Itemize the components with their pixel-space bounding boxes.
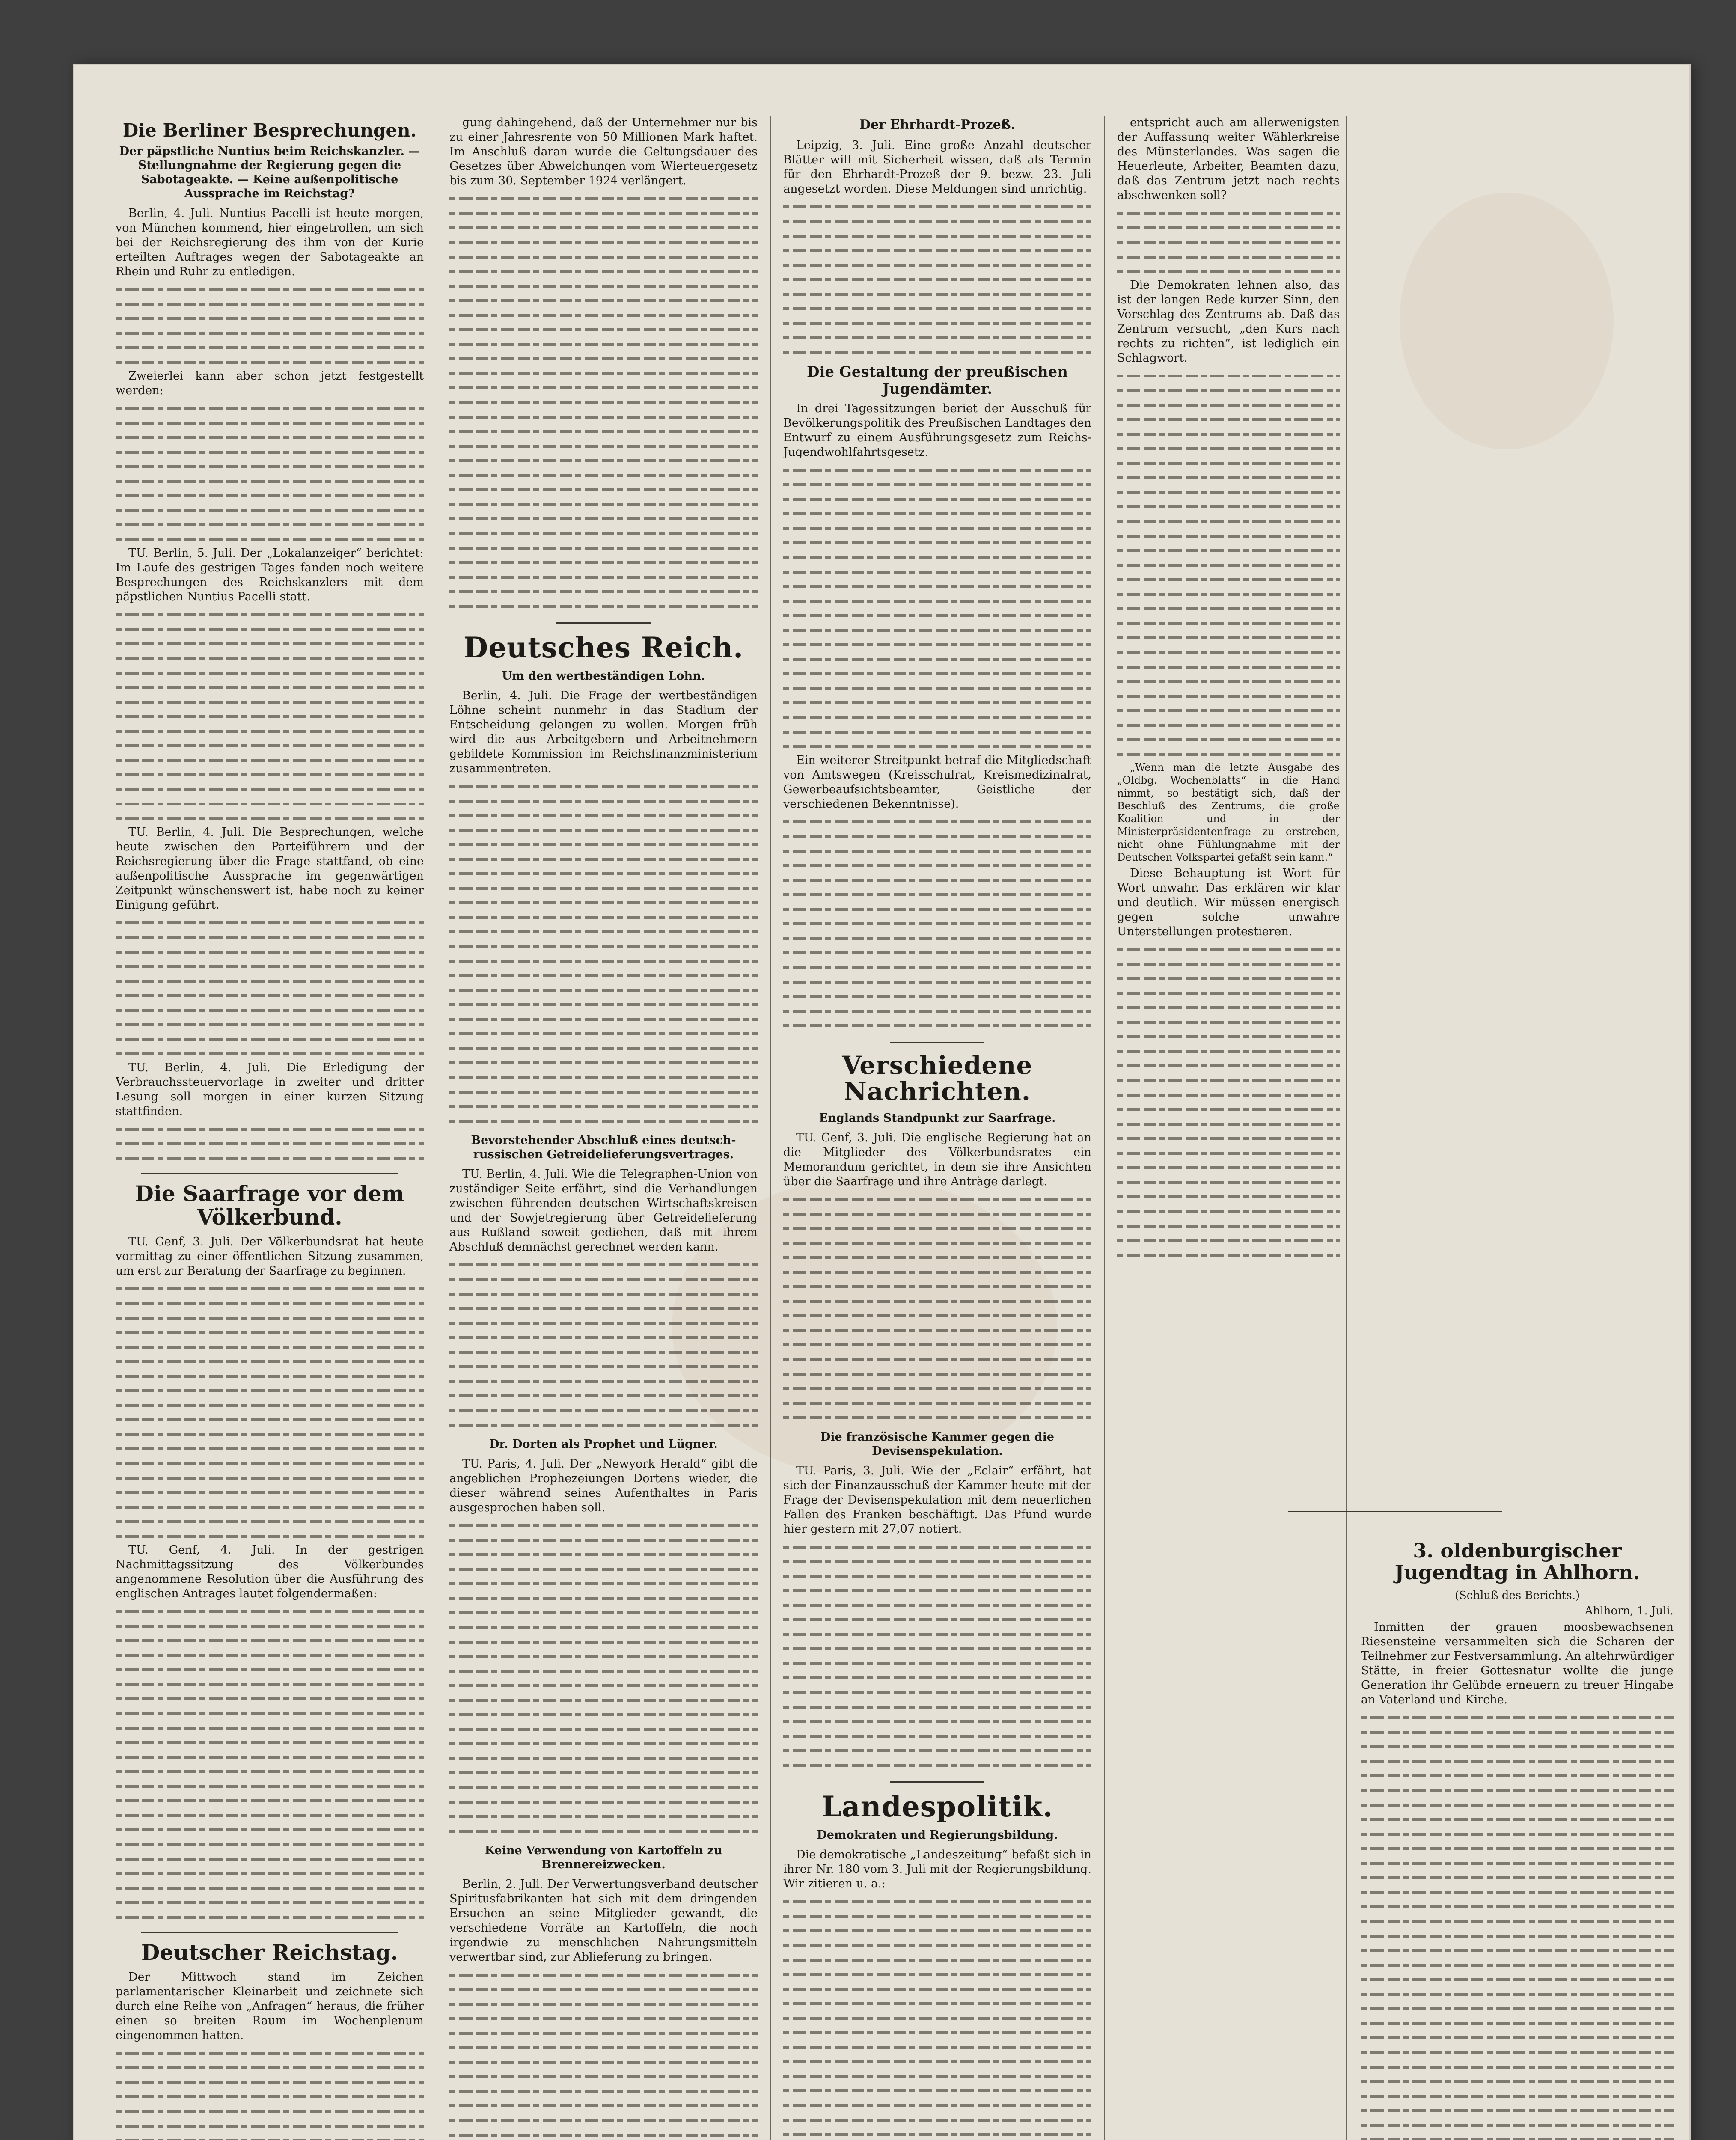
body-text-lines — [783, 1894, 1091, 2140]
paragraph: TU. Berlin, 4. Juli. Wie die Telegraphen-Union von zuständiger Seite erfährt, sind die Verhandlungen zwischen führenden deutschen Wirtschaftskreisen und der Sowjetregierung über Getreidelieferung aus Rußland soweit gediehen, daß mit ihrem Abschluß demnächst gerechnet werden kann. — [449, 1168, 758, 1254]
paragraph: entspricht auch am allerwenigsten der Auffassung weiter Wählerkreise des Münsterlandes. Was sagen die Heuerleute, Arbeiter, Beamten dazu, daß das Zentrum jetzt nach rechts abschwenken soll? — [1117, 116, 1340, 202]
body-text-lines — [449, 1518, 758, 1838]
section-headline: Deutsches Reich. — [463, 631, 744, 664]
article-headline: 3. oldenburgischer Jugendtag in Ahlhorn. — [1394, 1539, 1640, 1584]
article-divider — [890, 1042, 984, 1043]
paragraph: Zweierlei kann aber schon jetzt festgestellt werden: — [116, 369, 424, 398]
body-text-lines — [116, 1121, 424, 1165]
paragraph: Berlin, 4. Juli. Nuntius Pacelli ist heute morgen, von München kommend, hier eingetroffen, um sich bei der Reichsregierung des ihm von der Kurie erteilten Auftrages wegen der Sabotageakte an Rhein und Ruhr zu entledigen. — [116, 207, 424, 279]
article-headline: Die Saarfrage vor dem Völkerbund. — [135, 1181, 404, 1230]
body-text-lines — [1361, 1710, 1674, 2140]
paragraph: TU. Paris, 3. Juli. Wie der „Eclair“ erfährt, hat sich der Finanzausschuß der Kammer heute mit der Frage der Devisenspekulation mit dem neuerlichen Fallen des Franken beschäftigt. Das Pfund wurde hier gestern mit 27,07 notiert. — [783, 1464, 1091, 1536]
section-headline: Verschiedene Nachrichten. — [842, 1051, 1033, 1106]
article-divider — [141, 1173, 398, 1174]
body-text-lines — [783, 199, 1091, 359]
body-text-lines — [116, 401, 424, 546]
body-text-lines — [449, 779, 758, 1128]
article-subheadline: Der päpstliche Nuntius beim Reichskanzler. — Stellungnahme der Regierung gegen die Sabotageakte. — Keine außenpolitische Aussprache im Reichstag? — [119, 145, 420, 201]
column-3 — [783, 116, 1091, 2140]
paragraph: TU. Genf, 4. Juli. In der gestrigen Nachmittagssitzung des Völkerbundes angenommene Resolution über die Ausführung des englischen Antrages lautet folgendermaßen: — [116, 1543, 424, 1601]
article-headline: Die französische Kammer gegen die Devisenspekulation. — [820, 1430, 1055, 1458]
paragraph: TU. Paris, 4. Juli. Der „Newyork Herald“ gibt die angeblichen Prophezeiungen Dortens wieder, die dieser während seines Aufenthaltes in Paris ausgesprochen haben soll. — [449, 1457, 758, 1515]
article-headline: Die Gestaltung der preußischen Jugendämter. — [807, 363, 1068, 398]
paper-stain — [1400, 193, 1614, 449]
column-2 — [449, 116, 758, 2140]
body-text-lines — [1117, 205, 1340, 278]
paragraph: In drei Tagessitzungen beriet der Ausschuß für Bevölkerungspolitik des Preußischen Landtages den Entwurf zu einem Ausführungsgesetz zum Reichs-Jugendwohlfahrtsgesetz. — [783, 402, 1091, 459]
body-text-lines — [1117, 368, 1340, 761]
article-divider — [1288, 1511, 1502, 1512]
body-text-lines — [1117, 942, 1340, 1262]
article-headline: Dr. Dorten als Prophet und Lügner. — [489, 1438, 718, 1451]
newspaper-page — [73, 64, 1691, 2140]
article-subheadline: Um den wertbeständigen Lohn. — [502, 669, 705, 683]
paragraph: Berlin, 2. Juli. Der Verwertungsverband deutscher Spiritusfabrikanten hat sich mit dem dringenden Ersuchen an seine Mitglieder gewandt, die verschiedene Vorräte an Kartoffeln, die noch irgendwie zu menschlichen Nahrungsmitteln verwertbar sind, zur Ablieferung zu bringen. — [449, 1877, 758, 1964]
body-text-lines — [449, 191, 758, 613]
body-text-lines — [783, 814, 1091, 1032]
column-rule — [770, 116, 771, 2140]
paragraph: gung dahingehend, daß der Unternehmer nur bis zu einer Jahresrente von 50 Millionen Mark haftet. Im Anschluß daran wurde die Geltungsdauer des Gesetzes über Abweichungen vom Wierteuergesetz bis zum 30. September 1924 verlängert. — [449, 116, 758, 187]
body-text-lines — [116, 2045, 424, 2140]
paragraph: TU. Berlin, 4. Juli. Die Besprechungen, welche heute zwischen den Parteiführern und der Reichsregierung über die Frage stattfand, ob eine außenpolitische Aussprache im gegenwärtigen Zeitpunkt wünschenswert ist, habe noch zu keiner Einigung geführt. — [116, 826, 424, 912]
paragraph: Die demokratische „Landeszeitung“ befaßt sich in ihrer Nr. 180 vom 3. Juli mit der Regierungsbildung. Wir zitieren u. a.: — [783, 1848, 1091, 1891]
paragraph: TU. Berlin, 5. Juli. Der „Lokalanzeiger“ berichtet: Im Laufe des gestrigen Tages fanden noch weitere Besprechungen des Reichskanzlers mit dem päpstlichen Nuntius Pacelli statt. — [116, 547, 424, 604]
article-subheadline: Demokraten und Regierungsbildung. — [817, 1828, 1058, 1842]
paragraph: Diese Behauptung ist Wort für Wort unwahr. Das erklären wir klar und deutlich. Wir müssen energisch gegen solche unwahre Unterstellungen protestieren. — [1117, 867, 1340, 938]
body-text-lines — [449, 1967, 758, 2140]
quote-paragraph: „Wenn man die letzte Ausgabe des „Oldbg. Wochenblatts“ in die Hand nimmt, so bestätigt sich, daß der Beschluß des Zentrums, die große Koalition und in der Ministerpräsidentenfrage zu erstreben, nicht ohne Fühlungnahme mit der Deutschen Volkspartei gefaßt sein kann.“ — [1117, 761, 1340, 863]
article-headline: Die Berliner Besprechungen. — [122, 120, 417, 141]
body-text-lines — [116, 607, 424, 825]
jugendtag-article — [1361, 1537, 1674, 2140]
paragraph: Die Demokraten lehnen also, das ist der langen Rede kurzer Sinn, den Vorschlag des Zentrums ab. Daß das Zentrum versucht, „den Kurs nach rechts zu richten“, ist lediglich ein Schlagwort. — [1117, 279, 1340, 365]
article-note: (Schluß des Berichts.) — [1454, 1589, 1580, 1602]
column-rule — [1104, 116, 1105, 2140]
paragraph: TU. Berlin, 4. Juli. Die Erledigung der Verbrauchssteuervorlage in zweiter und dritter Lesung soll morgen in einer kurzen Sitzung stattfinden. — [116, 1061, 424, 1118]
paragraph: Berlin, 4. Juli. Die Frage der wertbeständigen Löhne scheint nunmehr in das Stadium der Entscheidung gelangen zu wollen. Morgen früh wird die aus Arbeitgebern und Arbeitnehmern gebildete Kommission im Reichsfinanzministerium zusammentreten. — [449, 689, 758, 776]
body-text-lines — [449, 1257, 758, 1432]
body-text-lines — [116, 1281, 424, 1543]
body-text-lines — [116, 915, 424, 1061]
body-text-lines — [783, 1539, 1091, 1772]
dateline: Ahlhorn, 1. Juli. — [1584, 1605, 1674, 1618]
paragraph: TU. Genf, 3. Juli. Die englische Regierung hat an die Mitglieder des Völkerbundsrates ein Memorandum gerichtet, in dem sie ihre Ansichten über die Saarfrage und ihre Anträge darlegt. — [783, 1131, 1091, 1188]
paragraph: Der Mittwoch stand im Zeichen parlamentarischer Kleinarbeit und zeichnete sich durch eine Reihe von „Anfragen“ heraus, die früher einen so breiten Raum im Wochenplenum eingenommen hatten. — [116, 1971, 424, 2042]
article-headline: Deutscher Reichstag. — [141, 1940, 398, 1965]
body-text-lines — [116, 282, 424, 369]
article-headline: Der Ehrhardt-Prozeß. — [859, 117, 1015, 132]
article-headline: Keine Verwendung von Kartoffeln zu Brennereizwecken. — [485, 1844, 722, 1871]
body-text-lines — [116, 1604, 424, 1924]
body-text-lines — [783, 1192, 1091, 1424]
body-text-lines — [783, 462, 1091, 753]
paragraph: TU. Genf, 3. Juli. Der Völkerbundsrat hat heute vormittag zu einer öffentlichen Sitzung zusammen, um erst zur Beratung der Saarfrage zu beginnen. — [116, 1235, 424, 1278]
paragraph: Inmitten der grauen moosbewachsenen Riesensteine versammelten sich die Scharen der Teilnehmer zur Festversammlung. An altehrwürdiger Stätte, in freier Gottesnatur wollte die junge Generation ihr Gelübde erneuern zu treuer Hingabe an Vaterland und Kirche. — [1361, 1620, 1674, 1707]
paragraph: Ein weiterer Streitpunkt betraf die Mitgliedschaft von Amtswegen (Kreisschulrat, Kreismedizinalrat, Gewerbeaufsichtsbeamter, Geistliche der verschiedenen Bekenntnisse). — [783, 754, 1091, 811]
article-divider — [556, 622, 651, 624]
section-headline: Landespolitik. — [821, 1789, 1053, 1823]
article-headline: Bevorstehender Abschluß eines deutsch-russischen Getreidelieferungsvertrages. — [471, 1134, 736, 1162]
article-subheadline: Englands Standpunkt zur Saarfrage. — [819, 1111, 1056, 1125]
column-1 — [116, 116, 424, 2140]
paragraph: Leipzig, 3. Juli. Eine große Anzahl deutscher Blätter will mit Sicherheit wissen, daß als Termin für den Ehrhardt-Prozeß der 9. bezw. 23. Juli angesetzt worden. Diese Meldungen sind unrichtig. — [783, 138, 1091, 196]
article-divider — [890, 1781, 984, 1783]
article-divider — [141, 1932, 398, 1933]
